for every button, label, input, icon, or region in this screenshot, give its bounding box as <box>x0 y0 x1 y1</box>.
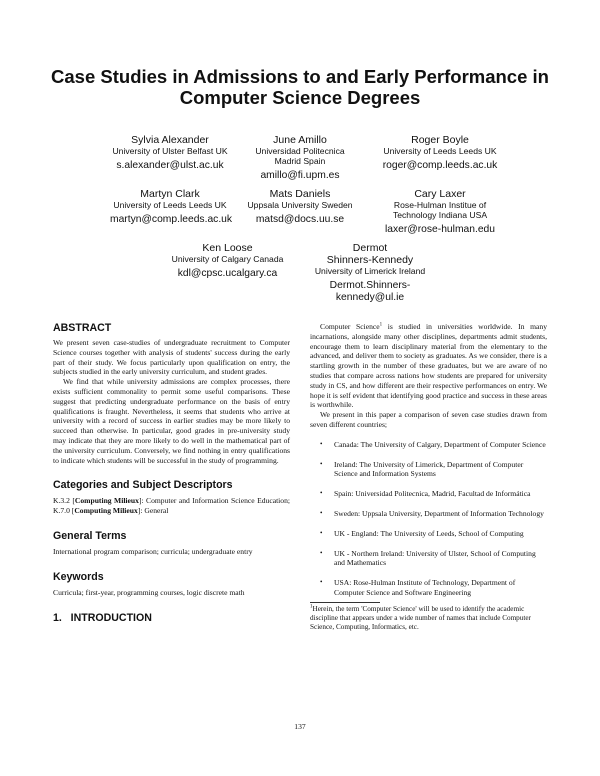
list-item: • UK - England: The University of Leeds, School of Computing <box>320 528 524 538</box>
bullet-icon: • <box>320 439 323 448</box>
author-name: Ken Loose <box>202 242 253 254</box>
list-item: • Spain: Universidad Politecnica, Madrid, Facultad de Informática <box>320 489 531 499</box>
author-name: Mats Daniels <box>269 188 331 200</box>
author-email: martyn@comp.leeds.ac.uk <box>110 214 233 225</box>
paper-title <box>40 66 560 108</box>
bullet-icon: • <box>320 489 323 498</box>
author-name: June Amillo <box>273 134 327 146</box>
list-item: • USA: Rose-Hulman Institute of Technology, Department of Computer Science and Software Engineering <box>320 578 516 597</box>
author-name: Roger Boyle <box>411 134 469 146</box>
general-terms-text: International program comparison; curricula; undergraduate entry <box>53 546 253 556</box>
author-affiliation: University of Leeds Leeds UK <box>383 146 497 156</box>
abstract-heading: ABSTRACT <box>53 322 112 334</box>
country-list <box>310 440 547 598</box>
right-column <box>310 322 547 632</box>
intro-paragraph: We present in this paper a comparison of seven case studies drawn from seven different countries; <box>310 410 547 429</box>
page-number: 137 <box>294 722 306 731</box>
author-block <box>235 134 365 182</box>
author-name: Martyn Clark <box>140 188 200 200</box>
categories-text: K.3.2 [Computing Milieux]: Computer and Information Science Education; K.7.0 [Computing Milieux]: General <box>53 496 290 516</box>
author-email: matsd@docs.uu.se <box>255 214 345 225</box>
author-email: s.alexander@ulst.ac.uk <box>116 160 224 171</box>
bullet-icon: • <box>320 578 323 587</box>
author-affiliation: University of Ulster Belfast UK <box>112 146 228 156</box>
title-line-1: Case Studies in Admissions to and Early Performance in <box>51 66 549 87</box>
author-affiliation: Uppsala University Sweden <box>247 200 353 210</box>
list-item: • Ireland: The University of Limerick, Department of Computer Science and Information Systems <box>320 459 524 479</box>
author-affiliation: Rose-Hulman Institue of <box>393 200 487 210</box>
bullet-icon: • <box>320 548 323 557</box>
author-block <box>370 188 510 236</box>
keywords-heading: Keywords <box>53 570 104 583</box>
author-block <box>235 188 365 226</box>
author-name: Cary Laxer <box>414 188 466 200</box>
bullet-icon: • <box>320 508 323 517</box>
author-affiliation: University of Calgary Canada <box>171 254 284 264</box>
author-block <box>160 242 295 280</box>
author-name: Dermot <box>352 242 388 254</box>
list-item: • Sweden: Uppsala University, Department of Information Technology <box>320 508 544 518</box>
intro-paragraph: Computer Science$^1$ is studied in universities worldwide. In many incarnations, alongside many other disciplines, departments admit students, encourage them to learn disciplinary material from the elementary to the advanced, and deliver them to society as graduates. As we consider, there is a startling growth in the number of these graduates, but we are aware of no studies that compare across nations how students are prepared for university study in CS, and how different are their respective performances on entry. We hope it is self evident that identifying good practice and success in these areas is worthwhile. <box>310 322 548 410</box>
author-email: amillo@fi.upm.es <box>260 170 340 181</box>
keywords-text: Curricula; first-year, programming courses, logic discrete math <box>53 587 245 597</box>
title-line-2: Computer Science Degrees <box>179 87 421 108</box>
categories-heading: Categories and Subject Descriptors <box>53 479 233 492</box>
author-affiliation: Technology Indiana USA <box>392 210 488 220</box>
footnote: $^1$Herein, the term 'Computer Science' will be used to identify the academic discipline that appears under a wide number of names that include Computer Science, Computing, Informatics, etc. <box>310 604 531 631</box>
author-email: kennedy@ul.ie <box>335 292 405 303</box>
author-email: kdl@cpsc.ucalgary.ca <box>177 268 278 279</box>
bullet-icon: • <box>320 528 323 537</box>
author-name: Sylvia Alexander <box>131 134 209 146</box>
author-block <box>300 242 440 304</box>
abstract-paragraph: We present seven case-studies of undergraduate recruitment to Computer Science courses together with analysis of students' success during the early part of their study. We focus particularly upon qualification on entry, the subjects studied in the early university curriculum, and student grades. <box>53 338 290 377</box>
footnote-marker: 1 <box>379 322 383 328</box>
author-affiliation: University of Leeds Leeds UK <box>113 200 227 210</box>
author-block <box>110 188 233 226</box>
author-name: Shinners-Kennedy <box>326 254 414 266</box>
author-block <box>370 134 510 172</box>
author-affiliation: University of Limerick Ireland <box>314 266 426 276</box>
author-affiliation: Madrid Spain <box>274 156 326 166</box>
bullet-icon: • <box>320 459 323 468</box>
footnote-divider <box>310 602 380 603</box>
general-terms-heading: General Terms <box>53 529 127 542</box>
author-email: Dermot.Shinners- <box>329 280 411 291</box>
author-affiliation: Universidad Politecnica <box>255 146 345 156</box>
list-item: • Canada: The University of Calgary, Department of Computer Science <box>320 439 546 449</box>
author-email: laxer@rose-hulman.edu <box>384 224 496 235</box>
introduction-heading: 1. INTRODUCTION <box>53 611 152 624</box>
author-block <box>110 134 230 172</box>
author-email: roger@comp.leeds.ac.uk <box>382 160 498 171</box>
list-item: • UK - Northern Ireland: University of Ulster, School of Computing and Mathematics <box>320 548 536 568</box>
left-column <box>53 322 290 624</box>
abstract-paragraph: We find that while university admissions are complex processes, there exists sufficient commonality to permit some useful comparisons. These suggest that predicting undergraduate performance on the basis of entry qualifications is fraught. Nevertheless, it seems that students who arrive at university with a record of success in earlier studies may be more likely to succeed than otherwise. In particular, good grades in pre-university study may indicate that they are more likely to do well in the mathematical part of the university curriculum. Conversely, we find nothing in entry qualifications to indicate which students will be successful in the study of programming. <box>53 377 290 465</box>
